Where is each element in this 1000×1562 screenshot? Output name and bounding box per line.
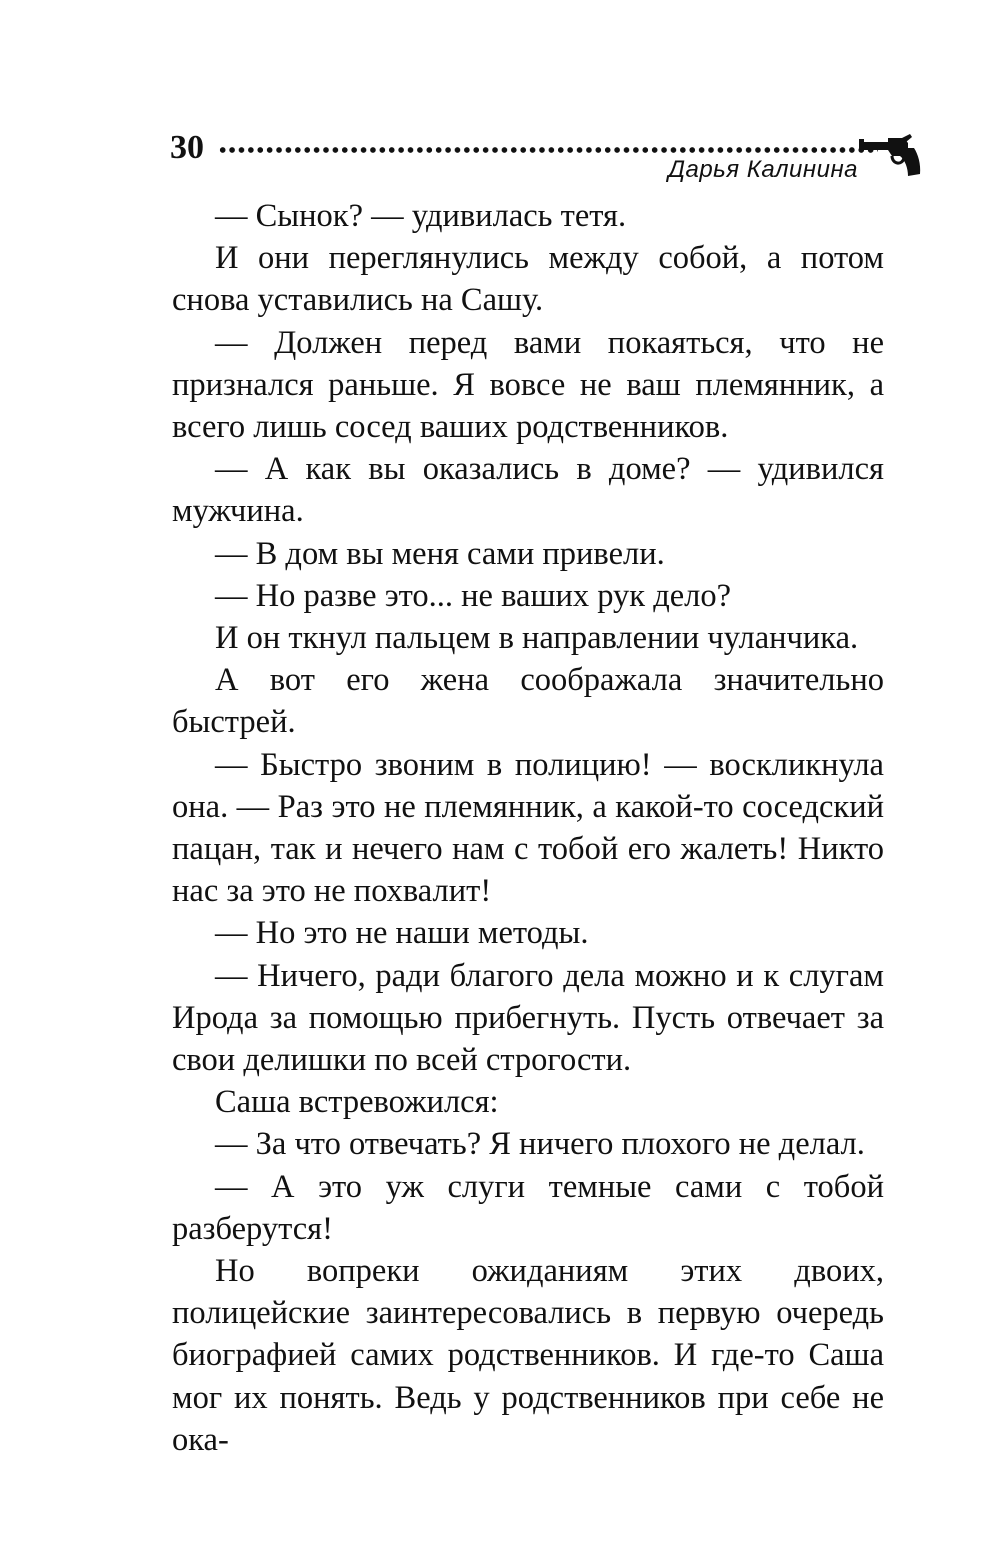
paragraph: — Сынок? — удивилась тетя. xyxy=(215,198,627,234)
paragraph: — Должен перед вами покаяться, что не признался раньше. Я вовсе не ваш племянник, а всего лишь сосед ваших родственников. xyxy=(172,324,884,446)
paragraph: — Но это не наши методы. xyxy=(215,915,589,952)
author-name: Дарья Калинина xyxy=(668,156,858,183)
paragraph: Но вопреки ожиданиям этих двоих, полицейские заинтересовались в первую очередь биографией самих родственников. И где-то Саша мог их понять. Ведь у родственников при себе не ока- xyxy=(172,1253,884,1458)
paragraph: А вот его жена соображала значительно быстрей. xyxy=(172,662,884,741)
paragraph: — За что отвечать? Я ничего плохого не делал. xyxy=(215,1126,865,1163)
paragraph: Саша встревожился: xyxy=(215,1084,499,1121)
paragraph: — А как вы оказались в доме? — удивился мужчина. xyxy=(172,451,884,530)
paragraph: — Быстро звоним в полицию! — воскликнула она. — Раз это не племянник, а какой-то соседский пацан, так и нечего нам с тобой его жалеть! Никто нас за это не похвалит! xyxy=(172,746,884,910)
text-body xyxy=(172,195,884,1461)
header-dotted-rule xyxy=(218,146,878,154)
paragraph: — В дом вы меня сами привели. xyxy=(215,535,665,572)
paragraph: — А это уж слуги темные сами с тобой разберутся! xyxy=(172,1168,884,1247)
paragraph: И они переглянулись между собой, а потом снова уставились на Сашу. xyxy=(172,240,884,319)
revolver-icon xyxy=(858,134,922,178)
page-number: 30 xyxy=(170,129,204,166)
paragraph: — Ничего, ради благого дела можно и к слугам Ирода за помощью прибегнуть. Пусть отвечает за свои делишки по всей строгости. xyxy=(172,957,884,1079)
paragraph: И он ткнул пальцем в направлении чуланчика. xyxy=(215,620,859,657)
paragraph: — Но разве это... не ваших рук дело? xyxy=(215,577,732,614)
